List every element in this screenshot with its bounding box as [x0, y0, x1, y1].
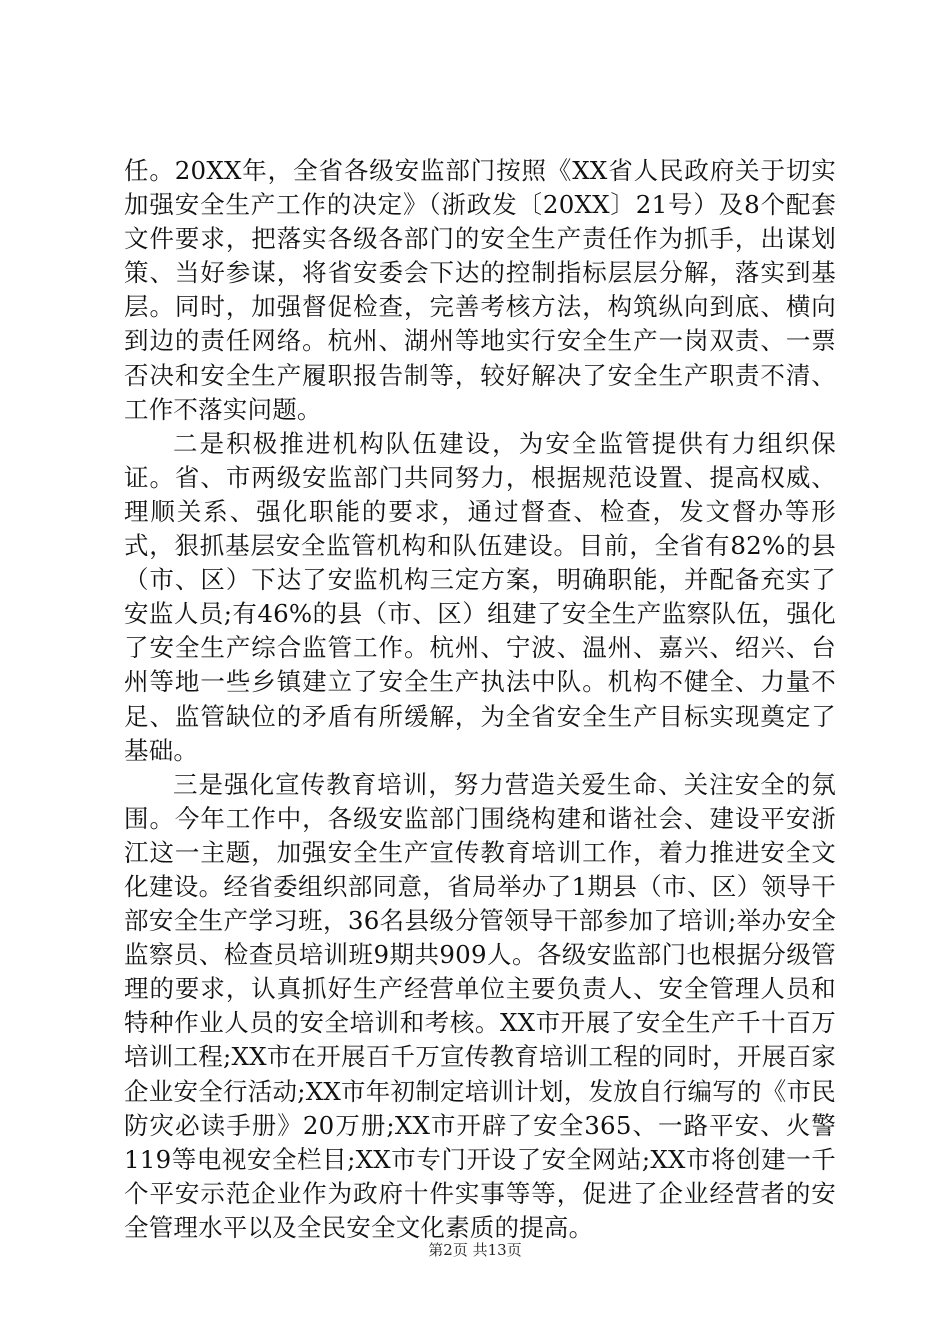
paragraph-continued: 任。20XX年，全省各级安监部门按照《XX省人民政府关于切实加强安全生产工作的决定》（浙政发〔20XX〕21号）及8个配套文件要求，把落实各级各部门的安全生产责任作为抓手，出谋划策、当好参谋，将省安委会下达的控制指标层层分解，落实到基层。同时，加强督促检查，完善考核方法，构筑纵向到底、横向到边的责任网络。杭州、湖州等地实行安全生产一岗双责、一票否决和安全生产履职报告制等，较好解决了安全生产职责不清、工作不落实问题。 — [124, 156, 836, 424]
paragraph-education-training: 三是强化宣传教育培训，努力营造关爱生命、关注安全的氛围。今年工作中，各级安监部门围绕构建和谐社会、建设平安浙江这一主题，加强安全生产宣传教育培训工作，着力推进安全文化建设。经省委组织部同意，省局举办了1期县（市、区）领导干部安全生产学习班，36名县级分管领导干部参加了培训;举办安全监察员、检查员培训班9期共909人。各级安监部门也根据分级管理的要求，认真抓好生产经营单位主要负责人、安全管理人员和特种作业人员的安全培训和考核。XX市开展了安全生产千十百万培训工程;XX市在开展百千万宣传教育培训工程的同时，开展百家企业安全行活动;XX市年初制定培训计划，发放自行编写的《市民防灾必读手册》20万册;XX市开辟了安全365、一路平安、火警119等电视安全栏目;XX市专门开设了安全网站;XX市将创建一千个平安示范企业作为政府十件实事等等，促进了企业经营者的安全管理水平以及全民安全文化素质的提高。 — [124, 769, 836, 1242]
page-number-footer: 第2页 共13页 — [428, 1241, 522, 1259]
document-body — [124, 154, 836, 1245]
paragraph-institution-building: 二是积极推进机构队伍建设，为安全监管提供有力组织保证。省、市两级安监部门共同努力，根据规范设置、提高权威、理顺关系、强化职能的要求，通过督查、检查，发文督办等形式，狠抓基层安全监管机构和队伍建设。目前，全省有82%的县（市、区）下达了安监机构三定方案，明确职能，并配备充实了安监人员;有46%的县（市、区）组建了安全生产监察队伍，强化了安全生产综合监管工作。杭州、宁波、温州、嘉兴、绍兴、台州等地一些乡镇建立了安全生产执法中队。机构不健全、力量不足、监管缺位的矛盾有所缓解，为全省安全生产目标实现奠定了基础。 — [124, 428, 836, 765]
